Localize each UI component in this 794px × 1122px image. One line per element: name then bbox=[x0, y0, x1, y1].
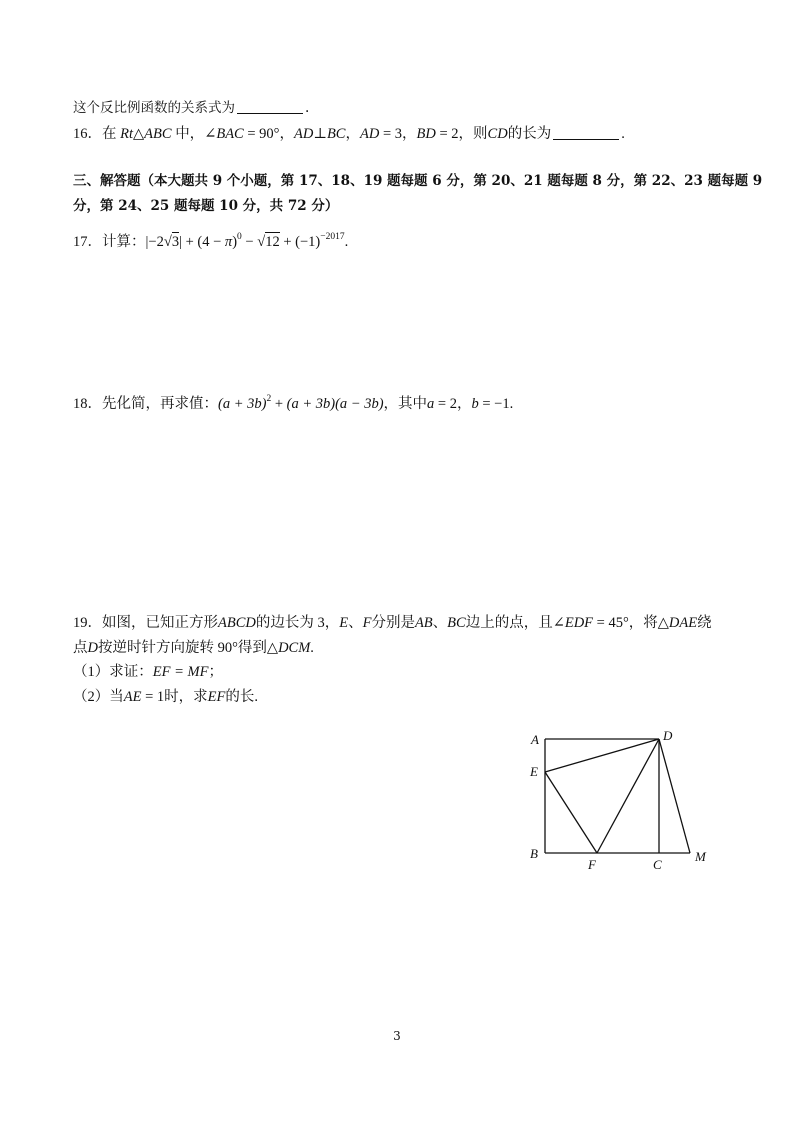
page-number: 3 bbox=[393, 1029, 401, 1043]
q19-text-a: 19．如图，已知正方形 bbox=[73, 615, 218, 631]
q18-text-mid: ，其中 bbox=[383, 396, 428, 412]
q19-part2-text: 时，求 bbox=[164, 689, 208, 705]
q16-eq90: = 90° bbox=[243, 126, 280, 142]
q18-plus: + bbox=[271, 396, 287, 412]
q19-line1 bbox=[73, 613, 712, 633]
q15-tail-text: 这个反比例函数的关系式为 bbox=[73, 100, 235, 116]
q18-a-value: = 2 bbox=[434, 396, 457, 412]
q16-rt: Rt bbox=[120, 126, 134, 142]
q19-part1-label: （1）求证： bbox=[73, 664, 153, 680]
q16-text-mid2: ，则 bbox=[458, 126, 488, 142]
q17-exponent-2017: −2017 bbox=[320, 232, 345, 242]
q19-eq45: = 45° bbox=[593, 615, 629, 631]
q17-plus1: + bbox=[181, 234, 198, 250]
q16-bac: BAC bbox=[216, 126, 244, 142]
q17-minus: − bbox=[241, 234, 258, 250]
q17-abs-right: | bbox=[179, 234, 182, 250]
q16-period: . bbox=[621, 126, 625, 142]
q16-abc: ABC bbox=[144, 126, 172, 142]
q16-perp-symbol: ⊥ bbox=[313, 126, 327, 142]
q18-b-value: = −1 bbox=[478, 396, 510, 412]
q17-period: . bbox=[344, 234, 349, 250]
q16-bd: BD bbox=[416, 126, 436, 142]
q16-ad2: AD bbox=[359, 126, 380, 142]
q19-bc: BC bbox=[447, 615, 466, 631]
q19-part2-label: （2）当 bbox=[73, 689, 124, 705]
q17-neg1: (−1) bbox=[295, 234, 321, 250]
q16-text-mid3: 的长为 bbox=[507, 126, 552, 142]
q19-tri-dae: △DAE bbox=[657, 615, 698, 631]
q18-expr-square: (a + 3b) bbox=[218, 396, 267, 412]
q16-line bbox=[73, 124, 625, 144]
label-d: D bbox=[663, 728, 673, 743]
q17-exponent-0: 0 bbox=[237, 232, 242, 242]
q16-sep2: ， bbox=[345, 126, 360, 142]
q19-line2-period: . bbox=[310, 640, 314, 656]
q18-expr-product: (a + 3b)(a − 3b) bbox=[286, 396, 384, 412]
section3-heading-line2: 分，第 24、25 题每题 10 分，共 72 分） bbox=[73, 198, 339, 214]
q17-paren: (4 − bbox=[197, 234, 225, 250]
q19-part2-eq1: = 1 bbox=[141, 689, 165, 705]
q18-var-b: b bbox=[471, 396, 479, 412]
q17-line: 17．计算：$|-2√3| + (4 - \pi)^0 - √12 + (-1)^{-2017}$. bbox=[73, 232, 349, 250]
label-c: C bbox=[653, 857, 662, 872]
q19-ab: AB bbox=[414, 615, 433, 631]
q19-f: F bbox=[362, 615, 372, 631]
q19-part1-end: ； bbox=[208, 664, 223, 680]
segment-dm bbox=[659, 739, 690, 853]
q19-text-e: 、 bbox=[432, 615, 448, 631]
q16-answer-blank[interactable] bbox=[553, 125, 619, 140]
q17-number: 17．计算： bbox=[73, 234, 146, 250]
q19-text-rotate: 按逆时针方向旋转 90°得到 bbox=[97, 640, 267, 656]
q16-eq2: = 2 bbox=[435, 126, 459, 142]
q17-sqrt12: 12 bbox=[265, 234, 280, 250]
q16-eq3: = 3 bbox=[379, 126, 403, 142]
q19-part1 bbox=[73, 662, 223, 682]
q19-text-b: 的边长为 3， bbox=[255, 615, 340, 631]
q15-tail-line bbox=[73, 98, 309, 118]
q19-line2 bbox=[73, 638, 314, 658]
q17-abs-left: |−2 bbox=[145, 234, 164, 250]
q15-answer-blank[interactable] bbox=[237, 99, 303, 114]
q16-angle-symbol: ∠ bbox=[204, 126, 217, 142]
q19-e: E bbox=[339, 615, 349, 631]
q18-var-a: a bbox=[427, 396, 435, 412]
q19-d: D bbox=[87, 640, 98, 656]
q16-ad: AD bbox=[293, 126, 314, 142]
q18-number: 18．先化简，再求值： bbox=[73, 396, 218, 412]
q17-sqrt3: 3 bbox=[171, 234, 180, 250]
q16-bc: BC bbox=[326, 126, 346, 142]
q16-sep3: ， bbox=[402, 126, 417, 142]
q19-angle-edf: ∠EDF bbox=[552, 615, 594, 631]
q19-part2-ae: AE bbox=[123, 689, 142, 705]
q19-abcd: ABCD bbox=[218, 615, 256, 631]
q19-text-g: ，将 bbox=[628, 615, 658, 631]
q19-text-f: 边上的点，且 bbox=[465, 615, 553, 631]
q18-line bbox=[73, 389, 513, 414]
segment-df bbox=[597, 739, 659, 853]
segment-ef bbox=[545, 772, 597, 853]
q19-text-h: 绕 bbox=[697, 615, 712, 631]
q17-paren-right: ) bbox=[232, 234, 238, 250]
label-f: F bbox=[588, 857, 596, 872]
q16-triangle-symbol: △ bbox=[133, 126, 145, 142]
q16-cd: CD bbox=[487, 126, 508, 142]
q19-text-point: 点 bbox=[73, 640, 88, 656]
q16-sep1: ， bbox=[279, 126, 294, 142]
q19-part2-ef: EF bbox=[207, 689, 226, 705]
label-e: E bbox=[530, 764, 538, 779]
section3-heading-line1: 三、解答题（本大题共 9 个小题，第 17、18、19 题每题 6 分，第 20、21 题每题 8 分，第 22、23 题每题 9 bbox=[73, 173, 763, 189]
q16-number: 16．在 bbox=[73, 126, 117, 142]
q18-exponent-2: 2 bbox=[266, 394, 272, 404]
q18-sep: ， bbox=[456, 396, 472, 412]
q15-period: . bbox=[305, 100, 310, 116]
label-b: B bbox=[530, 846, 538, 861]
q19-part2 bbox=[73, 687, 258, 707]
segment-de bbox=[545, 739, 659, 772]
q16-text-mid1: 中， bbox=[171, 126, 205, 142]
q19-tri-dcm: △DCM bbox=[266, 640, 311, 656]
q17-pi: π bbox=[224, 234, 233, 250]
label-a: A bbox=[531, 732, 539, 747]
q19-part2-end: 的长. bbox=[225, 689, 258, 705]
q19-text-c: 、 bbox=[348, 615, 363, 631]
q19-part1-expr: EF = MF bbox=[152, 664, 209, 680]
q17-plus2: + bbox=[279, 234, 296, 250]
label-m: M bbox=[695, 849, 706, 864]
q19-text-d: 分别是 bbox=[371, 615, 415, 631]
q18-period: . bbox=[509, 396, 514, 412]
